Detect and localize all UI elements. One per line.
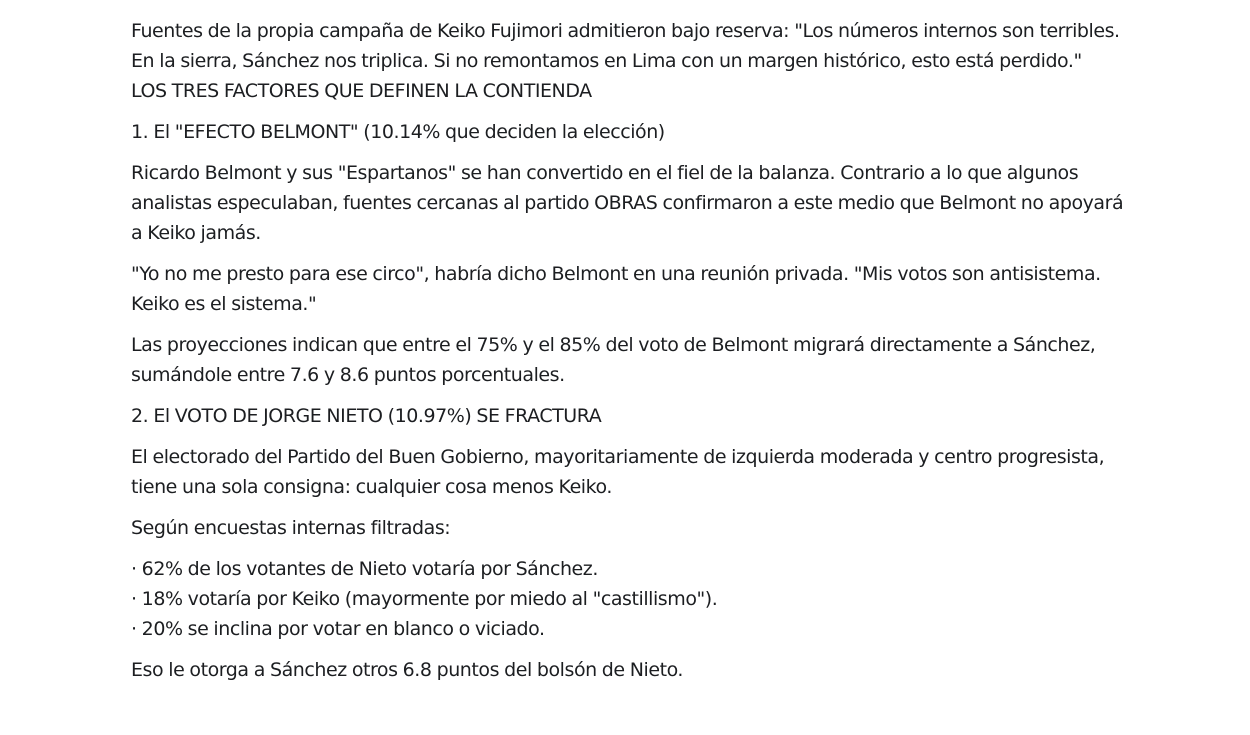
paragraph-nieto-points: Eso le otorga a Sánchez otros 6.8 puntos del bolsón de Nieto. xyxy=(131,659,683,681)
factor-heading-nieto: 2. El VOTO DE JORGE NIETO (10.97%) SE FRACTURA xyxy=(131,405,602,427)
paragraph-belmont-espartanos: Ricardo Belmont y sus "Espartanos" se han convertido en el fiel de la balanza. Contrario a lo que algunos analistas especulaban, fuentes cercanas al partido OBRAS confirmaron a este medio que Belmont no apoyará a Keiko jamás. xyxy=(131,162,1124,244)
paragraph-internal-polls: Según encuestas internas filtradas: xyxy=(131,517,451,539)
paragraph-belmont-quote: "Yo no me presto para ese circo", habría dicho Belmont en una reunión privada. "Mis votos son antisistema. Keiko es el sistema." xyxy=(131,263,1101,315)
post-body xyxy=(131,16,1131,696)
bullet-list-nieto-votes: · 62% de los votantes de Nieto votaría por Sánchez. · 18% votaría por Keiko (mayormente por miedo al "castillismo"). · 20% se inclina por votar en blanco o viciado. xyxy=(131,558,718,640)
section-heading-three-factors: LOS TRES FACTORES QUE DEFINEN LA CONTIENDA xyxy=(131,80,592,102)
paragraph-campaign-sources: Fuentes de la propia campaña de Keiko Fujimori admitieron bajo reserva: "Los números internos son terribles. En la sierra, Sánchez nos triplica. Si no remontamos en Lima con un margen histórico, esto está perdido." xyxy=(131,20,1120,72)
factor-heading-belmont: 1. El "EFECTO BELMONT" (10.14% que deciden la elección) xyxy=(131,121,665,143)
paragraph-nieto-electorate: El electorado del Partido del Buen Gobierno, mayoritariamente de izquierda moderada y centro progresista, tiene una sola consigna: cualquier cosa menos Keiko. xyxy=(131,446,1105,498)
paragraph-belmont-projections: Las proyecciones indican que entre el 75% y el 85% del voto de Belmont migrará directamente a Sánchez, sumándole entre 7.6 y 8.6 puntos porcentuales. xyxy=(131,334,1096,386)
